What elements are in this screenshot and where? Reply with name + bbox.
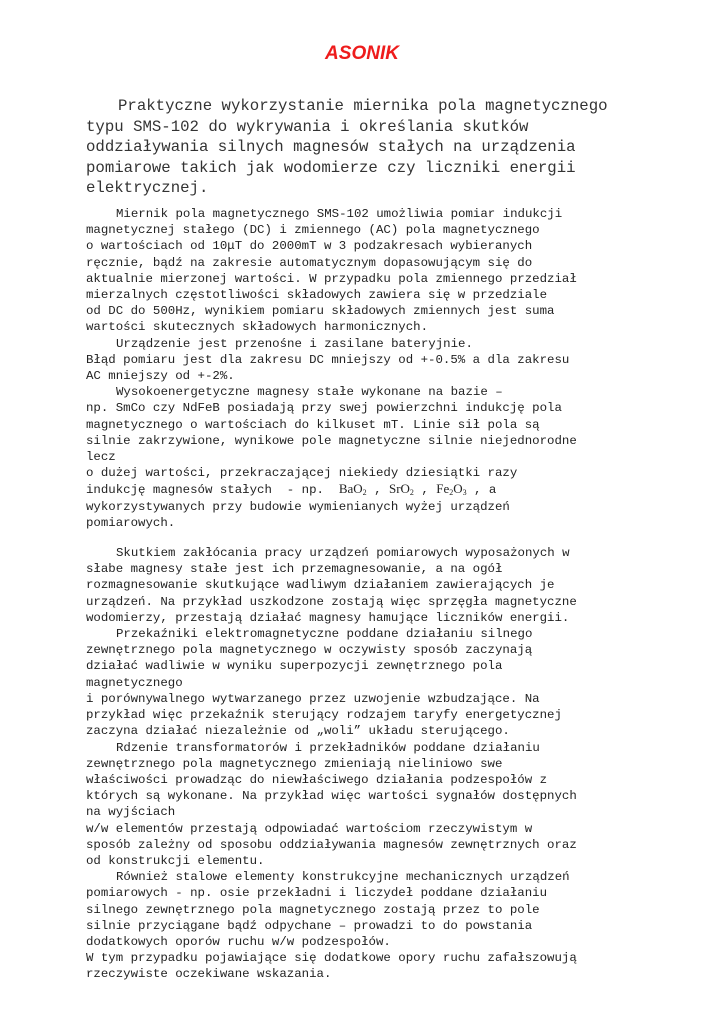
text-line: i porównywalnego wytwarzanego przez uzwojenie wzbudzające. Na — [86, 691, 540, 706]
formula-tail: , a — [466, 483, 497, 498]
text-line: od konstrukcji elementu. — [86, 853, 265, 868]
formula-subscript: 3 — [462, 488, 467, 498]
formula-sro2 — [389, 481, 414, 496]
text-line: w/w elementów przestają odpowiadać wartościom rzeczywistym w — [86, 821, 533, 836]
text-line: lecz — [86, 450, 116, 465]
title-line: elektrycznej. — [86, 179, 209, 197]
text-line: Błąd pomiaru jest dla zakresu DC mniejszy od +-0.5% a dla zakresu — [86, 352, 570, 367]
paragraph-meter-description — [86, 206, 676, 336]
text-line: zewnętrznego pola magnetycznego zmieniają nieliniowo swe — [86, 756, 503, 771]
paragraph-relays — [86, 626, 676, 739]
text-line: W tym przypadku pojawiające się dodatkowe opory ruchu zafałszowują — [86, 951, 577, 966]
formula-separator: , — [366, 483, 389, 498]
text-line: Rdzenie transformatorów i przekładników poddane działaniu — [116, 740, 540, 755]
text-line: dodatkowych oporów ruchu w/w podzespołów. — [86, 934, 391, 949]
text-line: aktualnie mierzonej wartości. W przypadku pola zmiennego przedział — [86, 271, 577, 286]
formula-bao2 — [339, 481, 367, 496]
text-line: przykład więc przekaźnik sterujący rodzajem taryfy energetycznej — [86, 708, 562, 723]
text-line: urządzeń. Na przykład uszkodzone zostają więc sprzęgła magnetyczne — [86, 594, 577, 609]
text-line: rzeczywiste oczekiwane wskazania. — [86, 967, 332, 982]
text-line: silnego zewnętrznego pola magnetycznego zostają przez to pole — [86, 902, 540, 917]
brand-title: ASONIK — [325, 43, 399, 64]
paragraph-gap — [86, 531, 676, 545]
text-line: wartości skutecznych składowych harmonicznych. — [86, 320, 429, 335]
text-line: magnetycznej stałego (DC) i zmiennego (AC) pola magnetycznego — [86, 223, 540, 238]
text-line: zewnętrznego pola magnetycznego w oczywisty sposób zaczynają — [86, 643, 533, 658]
document-title — [86, 96, 686, 199]
text-line: o dużej wartości, przekraczającej niekiedy dziesiątki razy — [86, 466, 518, 481]
text-line: rozmagnesowanie skutkujące wadliwym działaniem zawierających je — [86, 578, 555, 593]
text-line: magnetycznego o wartościach do kilkuset mT. Linie sił pola są — [86, 417, 540, 432]
formula-subscript: 2 — [409, 488, 414, 498]
document-body — [86, 206, 676, 983]
text-line: słabe magnesy stałe jest ich przemagnesowanie, a na ogół — [86, 562, 503, 577]
text-line: Przekaźniki elektromagnetyczne poddane działaniu silnego — [116, 627, 533, 642]
text-line: wodomierzy, przestają działać magnesy hamujące liczników energii. — [86, 610, 570, 625]
formula-line — [86, 481, 676, 498]
formula-fe2o3 — [436, 481, 466, 496]
text-line: których są wykonane. Na przykład więc wartości sygnałów dostępnych — [86, 789, 577, 804]
text-line: właściwości prowadząc do niewłaściwego działania podzespołów z — [86, 772, 548, 787]
text-line: Miernik pola magnetycznego SMS-102 umożliwia pomiar indukcji — [116, 207, 563, 221]
text-line: silnie zakrzywione, wynikowe pole magnetyczne silnie niejednorodne — [86, 433, 577, 448]
formula-part: BaO — [338, 481, 363, 497]
text-line: Wysokoenergetyczne magnesy stałe wykonane na bazie – — [116, 385, 503, 400]
title-line: Praktyczne wykorzystanie miernika pola magnetycznego — [118, 97, 608, 115]
formula-subscript: 2 — [362, 488, 367, 498]
text-line: magnetycznego — [86, 675, 183, 690]
paragraph-transformer-cores — [86, 740, 676, 870]
paragraph-disturbance-effects — [86, 545, 676, 626]
text-line: wykorzystywanych przy budowie wymienianych wyżej urządzeń — [86, 499, 510, 514]
text-line: o wartościach od 10μT do 2000mT w 3 podzakresach wybieranych — [86, 239, 533, 254]
text-line: na wyjściach — [86, 805, 176, 820]
title-line: typu SMS-102 do wykrywania i określania skutków — [86, 117, 529, 136]
text-line: sposób zależny od sposobu oddziaływania magnesów zewnętrznych oraz — [86, 837, 577, 852]
text-line: np. SmCo czy NdFeB posiadają przy swej powierzchni indukcję pola — [86, 401, 562, 416]
text-line: pomiarowych - np. osie przekładni i liczydeł poddane działaniu — [86, 886, 548, 901]
text-line: Również stalowe elementy konstrukcyjne mechanicznych urządzeń — [116, 870, 570, 885]
formula-part: O — [453, 481, 463, 497]
text-line: ręcznie, bądź na zakresie automatycznym dopasowującym się do — [86, 255, 533, 270]
text-line: zaczyna działać niezależnie od „woli” układu sterującego. — [86, 724, 510, 739]
title-line: pomiarowe takich jak wodomierze czy liczniki energii — [86, 158, 576, 177]
text-line: AC mniejszy od +-2%. — [86, 369, 235, 384]
formula-separator: , — [413, 483, 437, 498]
text-line: działać wadliwie w wyniku superpozycji zewnętrznego pola — [86, 659, 503, 674]
formula-part: SrO — [388, 481, 410, 497]
text-line: silnie przyciągane bądź odpychane – prowadzi to do powstania — [86, 918, 533, 933]
text-line: Skutkiem zakłócania pracy urządzeń pomiarowych wyposażonych w — [116, 546, 570, 561]
text-line: Urządzenie jest przenośne i zasilane bateryjnie. — [116, 336, 473, 351]
paragraph-device-accuracy — [86, 336, 676, 385]
title-line: oddziaływania silnych magnesów stałych na urządzenia — [86, 138, 576, 156]
text-line: pomiarowych. — [86, 515, 176, 530]
paragraph-permanent-magnets — [86, 384, 676, 531]
text-line: mierzalnych częstotliwości składowych zawiera się w przedziale — [86, 288, 548, 303]
formula-part: Fe — [436, 481, 450, 497]
formula-lead: indukcję magnesów stałych - np. — [86, 483, 339, 498]
formula-subscript: 2 — [449, 488, 454, 498]
text-line: od DC do 500Hz, wynikiem pomiaru składowych zmiennych jest suma — [86, 304, 555, 319]
paragraph-steel-elements — [86, 869, 676, 982]
